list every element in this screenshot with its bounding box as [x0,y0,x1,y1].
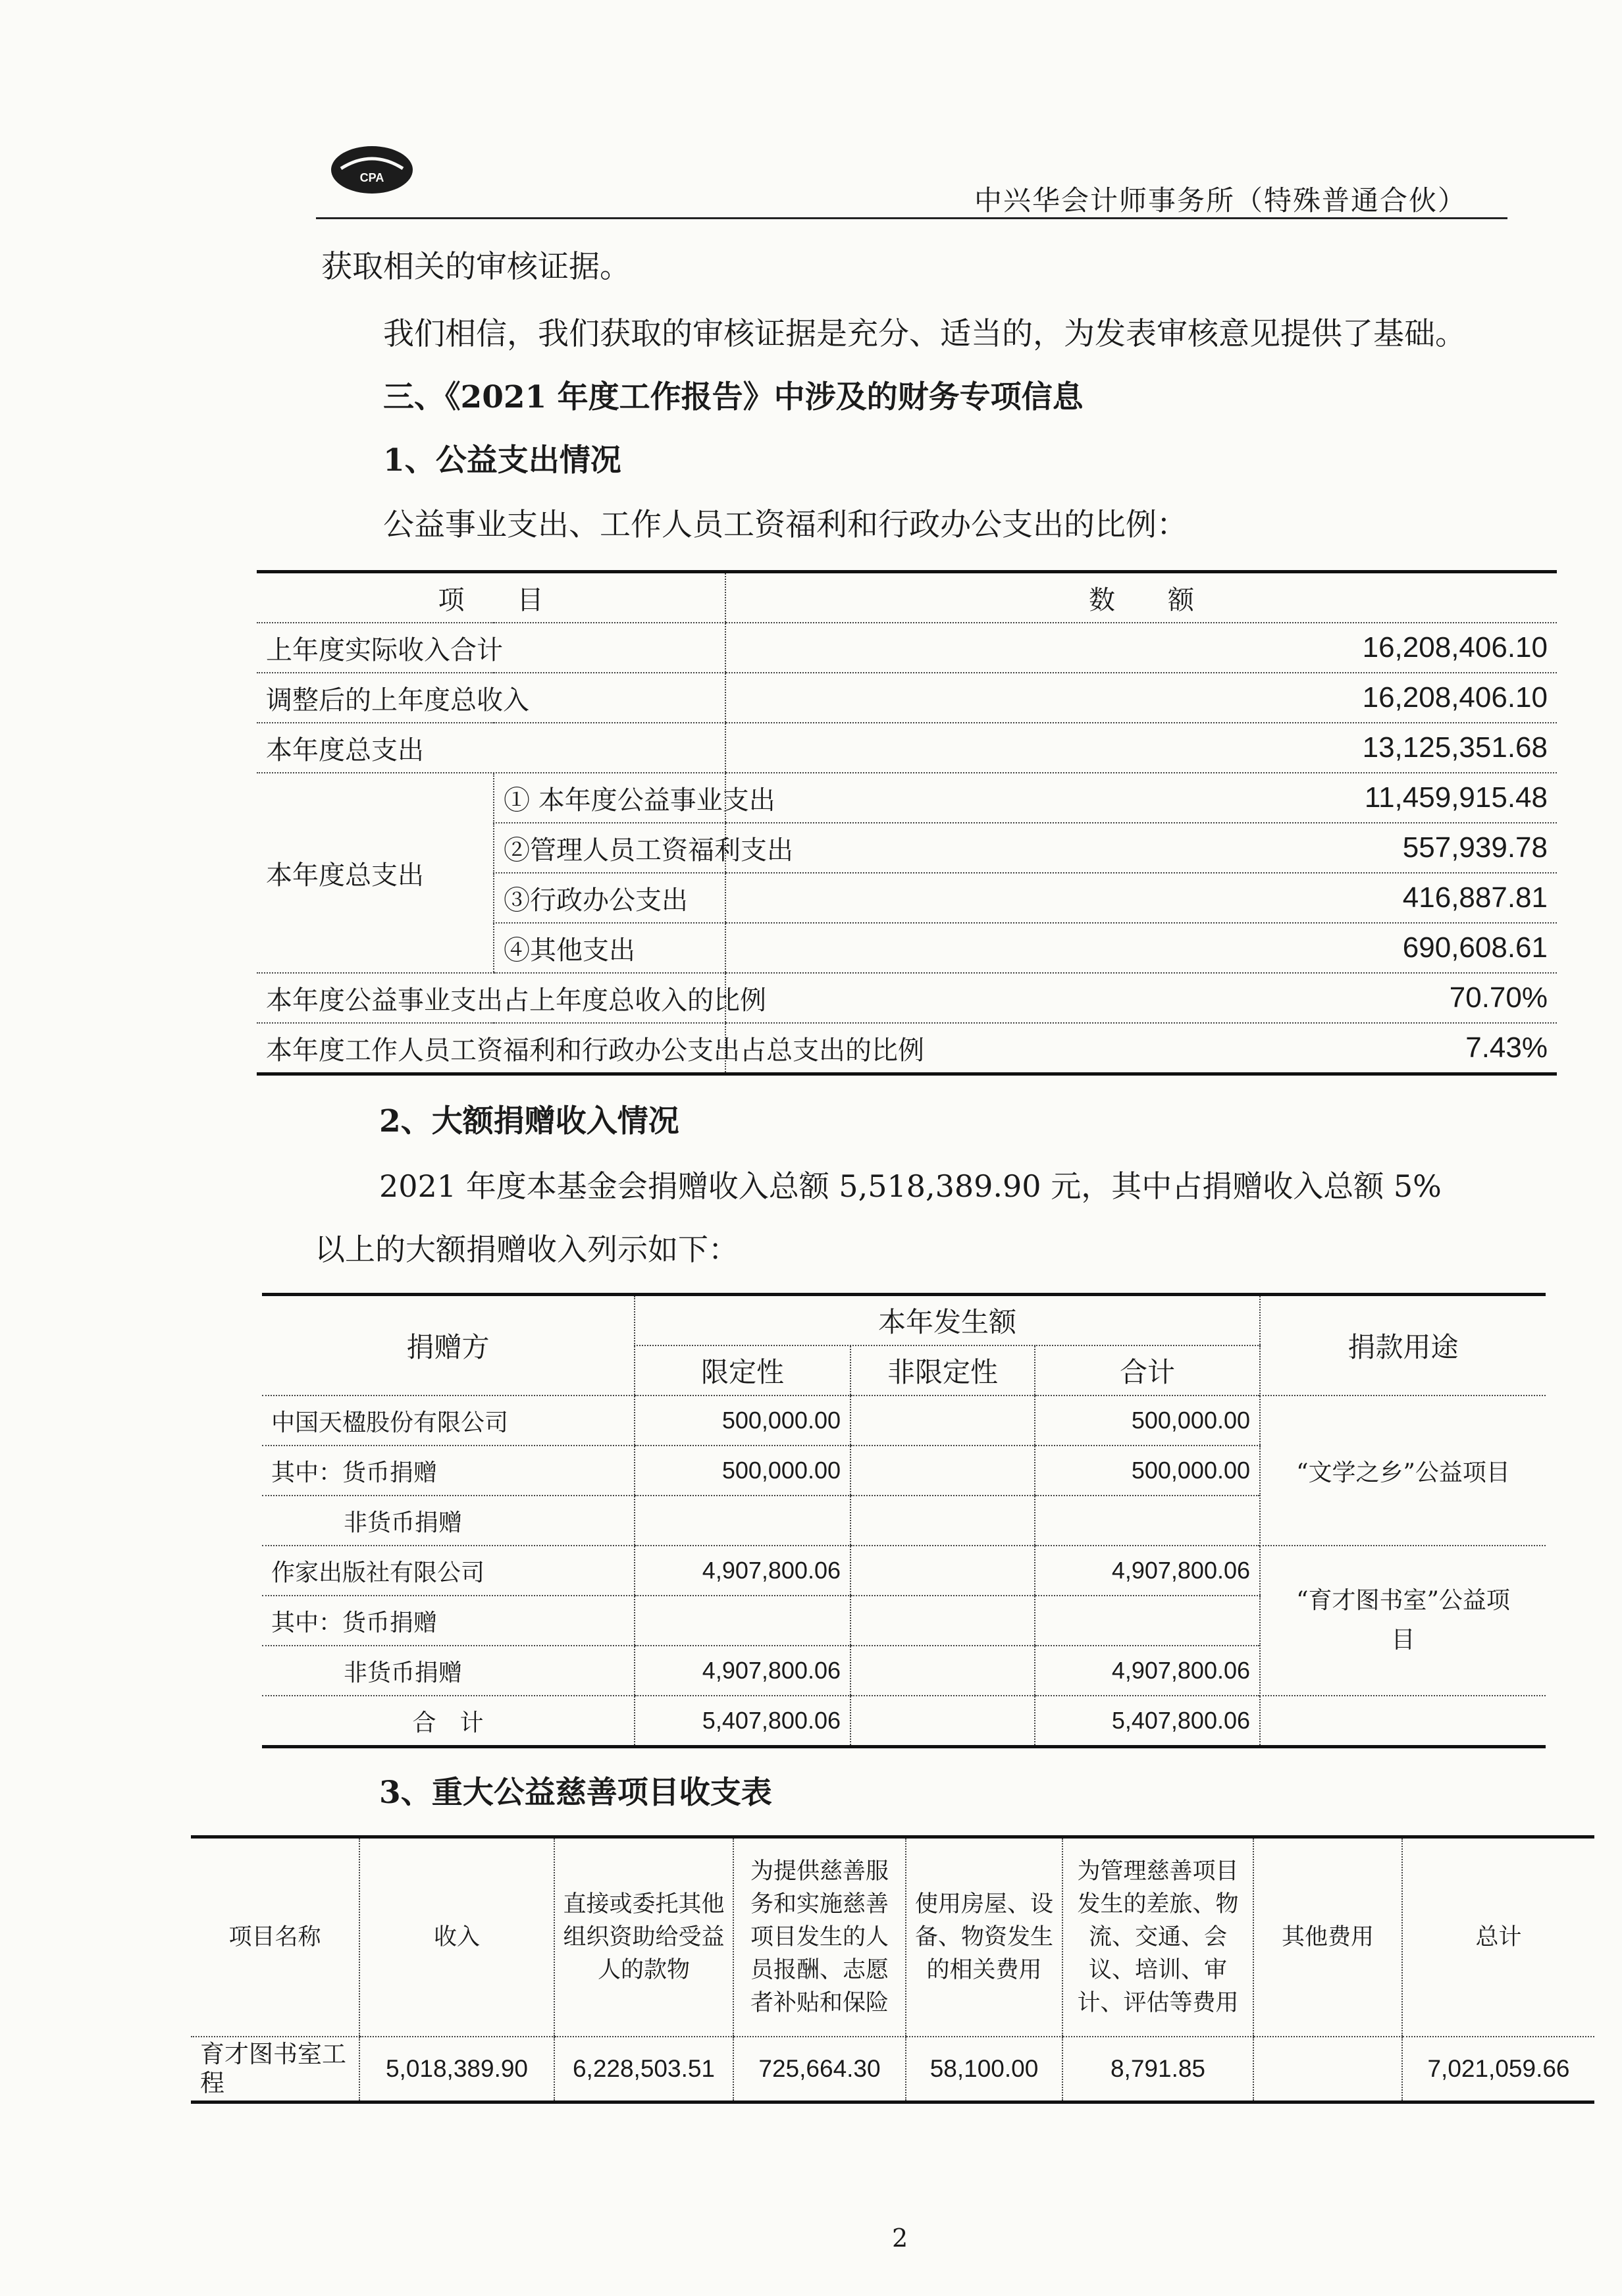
row-value: 16,208,406.10 [725,673,1557,723]
table-header-row [257,572,1557,623]
col-header: 其他费用 [1253,1837,1402,2037]
svg-text:CPA: CPA [359,171,384,184]
sub-row-label: ④其他支出 [494,923,725,973]
unrestricted-cell [850,1646,1035,1696]
unrestricted-cell [850,1446,1035,1496]
sub-row-value: 416,887.81 [725,873,1557,923]
unrestricted-cell [850,1396,1035,1446]
restricted-cell [635,1496,850,1546]
col-restricted-header: 限定性 [635,1345,850,1396]
subsection-2-paragraph-line2: 以上的大额捐赠收入列示如下： [315,1232,739,1267]
col-header: 为管理慈善项目发生的差旅、物流、交通、会议、培训、审计、评估等费用 [1062,1837,1253,2037]
sub-row-value: 557,939.78 [725,823,1557,873]
use-cell [1260,1546,1546,1696]
row-value: 13,125,351.68 [725,723,1557,773]
ratio-label: 本年度工作人员工资福利和行政办公支出占总支出的比例 [257,1023,725,1074]
col-use-header: 捐款用途 [1260,1295,1546,1396]
subsection-3-title: 3、重大公益慈善项目收支表 [379,1775,772,1811]
donor-cell: 其中：货币捐赠 [262,1596,635,1646]
management-cell: 8,791.85 [1062,2037,1253,2102]
col-header: 直接或委托其他组织资助给受益人的款物 [554,1837,733,2037]
project-name-cell: 育才图书室工程 [191,2037,359,2102]
ratio-label: 本年度公益事业支出占上年度总收入的比例 [257,973,725,1023]
group-label: 本年度总支出 [257,773,494,973]
subsection-2-title: 2、大额捐赠收入情况 [379,1103,679,1139]
restricted-cell [635,1596,850,1646]
table-row [257,973,1557,1023]
col-header: 项目名称 [191,1837,359,2037]
donor-cell: 作家出版社有限公司 [262,1546,635,1596]
donor-cell: 非货币捐赠 [262,1646,635,1696]
col-donor-header: 捐赠方 [262,1295,635,1396]
sub-row-label: ① 本年度公益事业支出 [494,773,725,823]
total-label-cell: 合 计 [412,1709,484,1736]
row-label: 调整后的上年度总收入 [257,673,725,723]
col-total-header: 合计 [1035,1345,1260,1396]
restricted-cell: 500,000.00 [635,1446,850,1496]
donor-cell: 中国天楹股份有限公司 [262,1396,635,1446]
firm-name: 中兴华会计师事务所（特殊普通合伙） [974,184,1467,217]
ratio-value: 7.43% [725,1023,1557,1074]
col-current-header: 本年发生额 [635,1295,1260,1346]
table-row [262,1546,1546,1596]
donor-cell: 其中：货币捐赠 [262,1446,635,1496]
total-cell: 500,000.00 [1035,1446,1260,1496]
use-line-1: “育才图书室”公益项 [1296,1587,1510,1614]
table-row [262,1396,1546,1446]
col-header: 收入 [359,1837,554,2037]
unrestricted-cell [850,1496,1035,1546]
subsection-2-paragraph-line1: 2021 年度本基金会捐赠收入总额 5,518,389.90 元，其中占捐赠收入总额 5% [379,1168,1442,1204]
table-total-row [262,1696,1546,1747]
row-label: 上年度实际收入合计 [257,623,725,673]
sub-row-value: 690,608.61 [725,923,1557,973]
major-project-table [191,1835,1594,2104]
total-cell: 4,907,800.06 [1035,1546,1260,1596]
col-header: 总计 [1402,1837,1594,2037]
col-amount-header: 数 额 [725,572,1557,623]
total-cell: 5,407,800.06 [1035,1696,1260,1747]
restricted-cell: 5,407,800.06 [635,1696,850,1747]
unrestricted-cell [850,1696,1035,1747]
col-item-header: 项 目 [257,572,725,623]
sub-row-value: 11,459,915.48 [725,773,1557,823]
row-label: 本年度总支出 [257,723,725,773]
paragraph-2: 我们相信，我们获取的审核证据是充分、适当的，为发表审核意见提供了基础。 [383,316,1466,352]
sub-row-label: ③行政办公支出 [494,873,725,923]
table-row [257,1023,1557,1074]
large-donations-table [262,1293,1546,1748]
total-cell: 4,907,800.06 [1035,1646,1260,1696]
table-row [257,723,1557,773]
restricted-cell: 4,907,800.06 [635,1646,850,1696]
paragraph-1: 获取相关的审核证据。 [321,249,631,285]
use-line-2: 目 [1391,1627,1415,1654]
page-number: 2 [892,2224,908,2253]
table-header-row [191,1837,1594,2037]
table-row [257,673,1557,723]
other-cell [1253,2037,1402,2102]
total-cell [1035,1596,1260,1646]
subsection-1-title: 1、公益支出情况 [383,442,621,479]
table-row [257,773,1557,823]
expenditure-ratio-table [257,570,1557,1076]
grand-total-cell: 7,021,059.66 [1402,2037,1594,2102]
row-value: 16,208,406.10 [725,623,1557,673]
table-row [191,2037,1594,2102]
subsection-1-intro: 公益事业支出、工作人员工资福利和行政办公支出的比例： [383,507,1188,543]
facilities-cell: 58,100.00 [906,2037,1062,2102]
use-cell: “文学之乡”公益项目 [1260,1396,1546,1546]
restricted-cell: 500,000.00 [635,1396,850,1446]
col-unrestricted-header: 非限定性 [850,1345,1035,1396]
header-divider [316,217,1507,219]
restricted-cell: 4,907,800.06 [635,1546,850,1596]
empty-cell [1260,1696,1546,1747]
total-cell: 500,000.00 [1035,1396,1260,1446]
unrestricted-cell [850,1596,1035,1646]
donor-cell: 非货币捐赠 [262,1496,635,1546]
table-header-row [262,1295,1546,1346]
col-header: 为提供慈善服务和实施慈善项目发生的人员报酬、志愿者补贴和保险 [733,1837,906,2037]
unrestricted-cell [850,1546,1035,1596]
col-header: 使用房屋、设备、物资发生的相关费用 [906,1837,1062,2037]
grants-cell: 6,228,503.51 [554,2037,733,2102]
sub-row-label: ②管理人员工资福利支出 [494,823,725,873]
section-3-title: 三、《2021 年度工作报告》中涉及的财务专项信息 [383,379,1084,415]
total-cell [1035,1496,1260,1546]
income-cell: 5,018,389.90 [359,2037,554,2102]
firm-logo [329,144,415,196]
personnel-cell: 725,664.30 [733,2037,906,2102]
ratio-value: 70.70% [725,973,1557,1023]
table-row [257,623,1557,673]
